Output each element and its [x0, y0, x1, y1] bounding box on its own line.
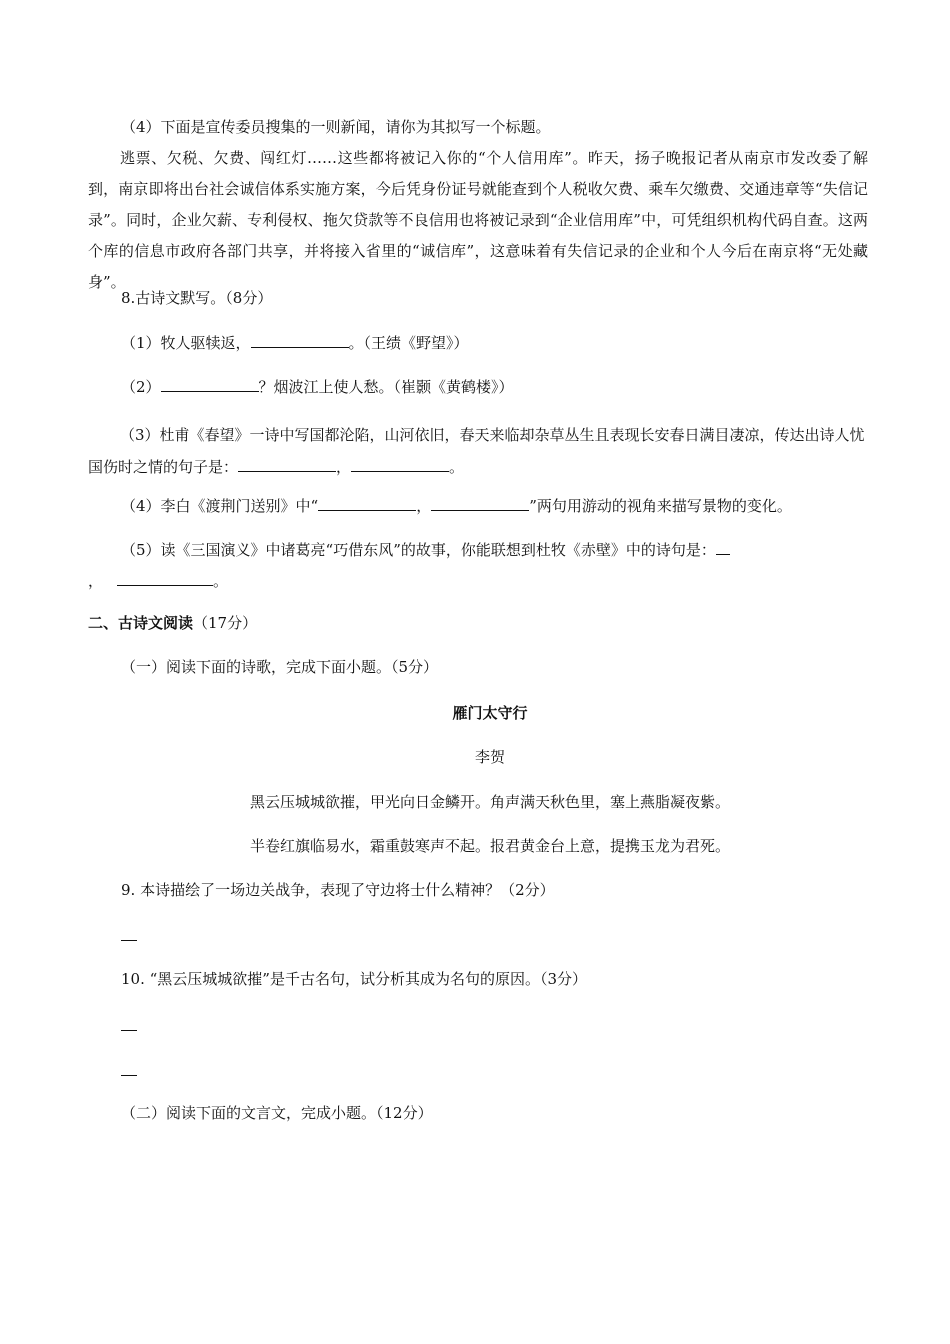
q8-item2: [121, 376, 514, 397]
part1-intro: （一）阅读下面的诗歌，完成下面小题。（5分）: [121, 658, 439, 676]
answer-blank[interactable]: [161, 376, 259, 392]
q8-item3: [88, 419, 868, 483]
poem-line-1: 黑云压城城欲摧，甲光向日金鳞开。角声满天秋色里，塞上燕脂凝夜紫。: [249, 793, 730, 811]
news-paragraph: 逃票、欠税、欠费、闯红灯……这些都将被记入你的“个人信用库”。昨天，扬子晚报记者从南京市发改委了解到，南京即将出台社会诚信体系实施方案，今后凭身份证号就能查到个人税收欠费、乘车欠缴费、交通违章等“失信记录”。同时，企业欠薪、专利侵权、拖欠贷款等不良信用也将被记录到“企业信用库”中，可凭组织机构代码自查。这两个库的信息市政府各部门共享，并将接入省里的“诚信库”，这意味着有失信记录的企业和个人今后在南京将“无处藏身”。: [88, 149, 868, 291]
q8-item5-line2: [88, 570, 228, 591]
q8-item5-line1: [121, 539, 730, 560]
answer-blank[interactable]: [117, 570, 213, 586]
q8-item2-after: ？烟波江上使人愁。（崔颢《黄鹤楼》）: [258, 378, 514, 396]
q8-title: 8.古诗文默写。（8分）: [121, 289, 273, 307]
answer-blank[interactable]: [251, 332, 349, 348]
q9-prompt: 9. 本诗描绘了一场边关战争，表现了守边将士什么精神？（2分）: [121, 881, 555, 899]
q8-item5-comma: ，: [88, 572, 104, 590]
q8-item5-text: （5）读《三国演义》中诸葛亮“巧借东风”的故事，你能联想到杜牧《赤壁》中的诗句是：: [121, 541, 716, 559]
q8-item3-comma: ，: [336, 458, 352, 476]
q10-prompt: 10. “黑云压城城欲摧”是千古名句，试分析其成为名句的原因。（3分）: [121, 970, 588, 988]
poem-line-2: 半卷红旗临易水，霜重鼓寒声不起。报君黄金台上意，提携玉龙为君死。: [249, 837, 730, 855]
poem-author: 李贺: [474, 748, 505, 766]
q8-item2-before: （2）: [121, 378, 161, 396]
answer-blank[interactable]: [716, 539, 730, 555]
q7-4-prompt: （4）下面是宣传委员搜集的一则新闻，请你为其拟写一个标题。: [121, 118, 551, 136]
q8-item4-comma: ，: [416, 497, 432, 515]
answer-line[interactable]: [121, 1030, 137, 1031]
q8-item4: [121, 495, 792, 516]
answer-blank[interactable]: [238, 456, 336, 472]
q8-item3-text: （3）杜甫《春望》一诗中写国都沦陷，山河依旧，春天来临却杂草丛生且表现长安春日满目凄凉，传达出诗人忧国伤时之情的句子是：: [88, 426, 865, 476]
section2-heading: [88, 613, 257, 633]
answer-line[interactable]: [121, 1075, 137, 1076]
answer-blank[interactable]: [351, 456, 449, 472]
poem-title: 雁门太守行: [452, 704, 528, 722]
part2-intro: （二）阅读下面的文言文，完成小题。（12分）: [121, 1104, 433, 1122]
q8-item1-after: 。（王绩《野望》）: [348, 334, 469, 352]
section2-heading-title: 二、古诗文阅读: [88, 614, 194, 632]
q8-item4-before: （4）李白《渡荆门送别》中“: [121, 497, 319, 515]
section2-heading-points: （17分）: [193, 614, 258, 632]
q8-item4-after: ”两句用游动的视角来描写景物的变化。: [529, 497, 792, 515]
q8-item5-end: 。: [213, 572, 229, 590]
q8-item1-before: （1）牧人驱犊返，: [121, 334, 251, 352]
q8-item1: [121, 332, 469, 353]
answer-blank[interactable]: [431, 495, 529, 511]
answer-blank[interactable]: [318, 495, 416, 511]
q8-item3-end: 。: [449, 458, 465, 476]
answer-line[interactable]: [121, 940, 137, 941]
